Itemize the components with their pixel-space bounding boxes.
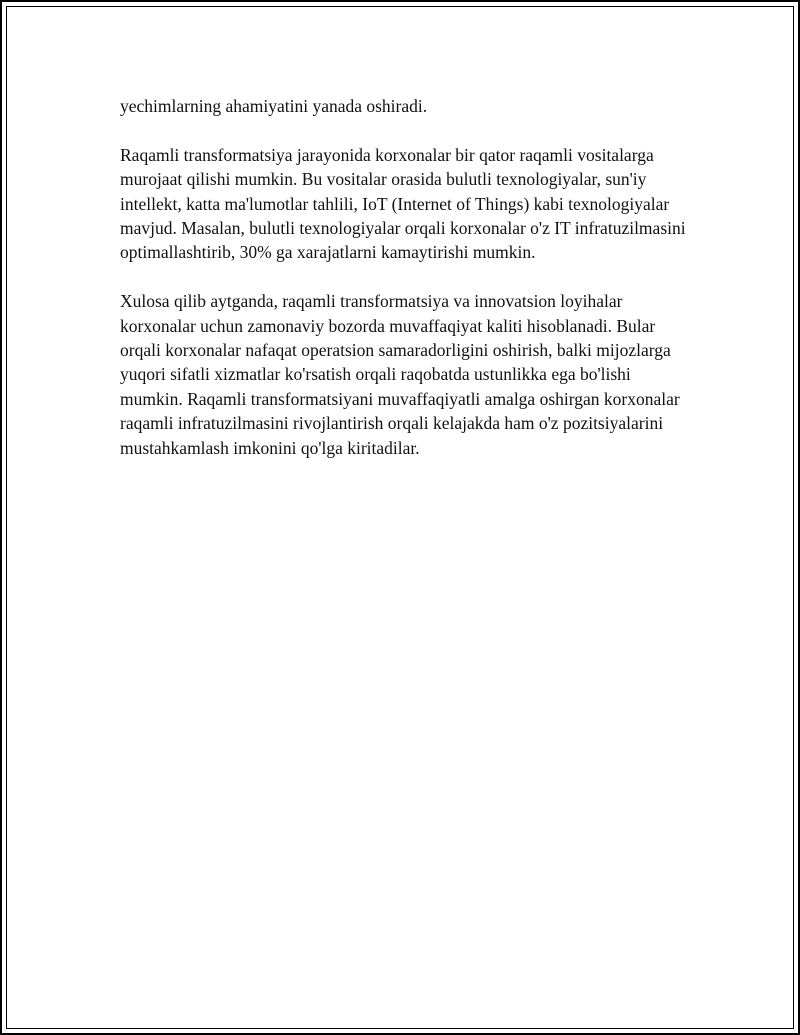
paragraph-digital-tools: Raqamli transformatsiya jarayonida korxonalar bir qator raqamli vositalarga murojaat qilishi mumkin. Bu vositalar orasida bulutli texnologiyalar, sun'iy intellekt, katta ma'lumotlar tahlili, IoT (Internet of Things) kabi texnologiyalar mavjud. Masalan, bulutli texnologiyalar orqali korxonalar o'z IT infratuzilmasini optimallashtirib, 30% ga xarajatlarni kamaytirishi mumkin.	[120, 144, 686, 263]
paragraph-continuation: yechimlarning ahamiyatini yanada oshiradi.	[120, 96, 428, 116]
document-body	[120, 94, 690, 484]
paragraph-conclusion: Xulosa qilib aytganda, raqamli transformatsiya va innovatsion loyihalar korxonalar uchun zamonaviy bozorda muvaffaqiyat kaliti hisoblanadi. Bular orqali korxonalar nafaqat operatsion samaradorligini oshirish, balki mijozlarga yuqori sifatli xizmatlar ko'rsatish orqali raqobatda ustunlikka ega bo'lishi mumkin. Raqamli transformatsiyani muvaffaqiyatli amalga oshirgan korxonalar raqamli infratuzilmasini rivojlantirish orqali kelajakda ham o'z pozitsiyalarini mustahkamlash imkonini qo'lga kiritadilar.	[120, 291, 680, 458]
